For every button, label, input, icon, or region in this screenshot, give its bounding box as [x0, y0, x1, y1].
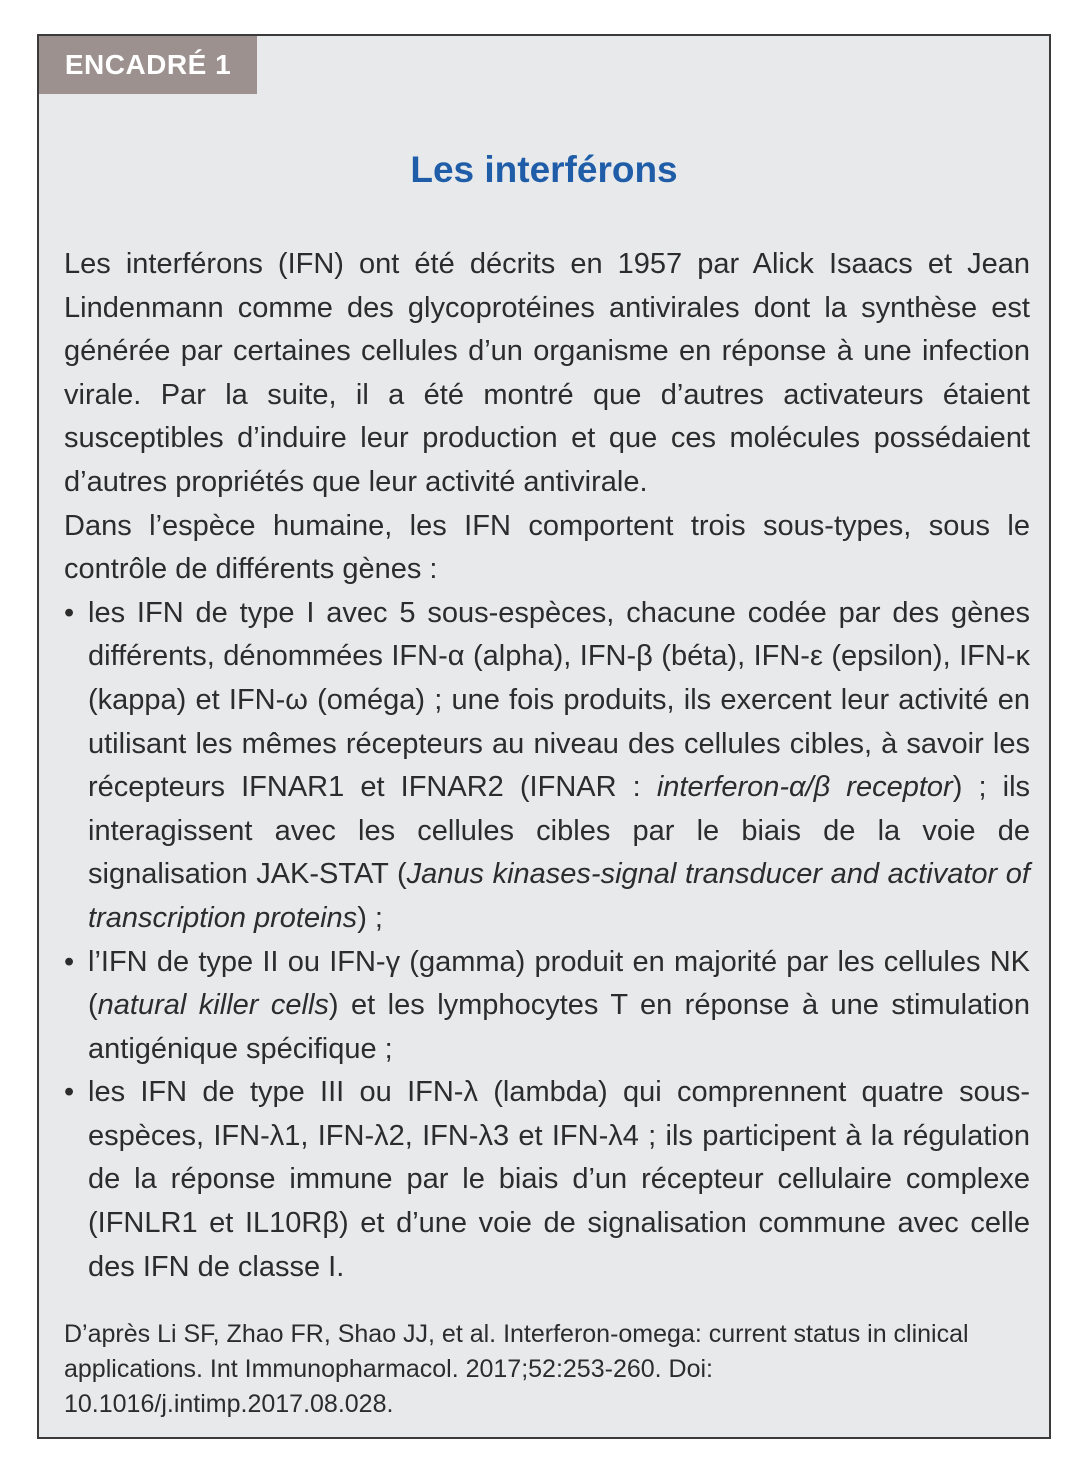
type-1-text-cont: ) ; ils interagissent avec les cellules cibles par le biais de la voie de signalisation JAK-STAT ( — [88, 771, 1031, 891]
list-item-type-2 — [64, 941, 1030, 1072]
type-1-jakstat-term: Janus kinases-signal transducer and activator of transcription proteins — [88, 858, 1030, 934]
type-2-text-end: ) et les lymphocytes T en réponse à une stimulation antigénique spécifique ; — [88, 989, 1030, 1065]
type-1-text-end: ) ; — [357, 901, 383, 934]
box-title: Les interférons — [410, 149, 678, 190]
list-item-type-3 — [64, 1071, 1030, 1289]
paragraph-subtypes: Dans l’espèce humaine, les IFN comportent trois sous-types, sous le contrôle de différents gènes : — [64, 509, 1030, 586]
bullet-icon: • — [64, 596, 75, 629]
type-2-text: l’IFN de type II ou IFN-γ (gamma) produit en majorité par les cellules NK ( — [88, 945, 1030, 1022]
bullet-icon: • — [64, 1076, 75, 1109]
sidebar-box — [37, 34, 1051, 1439]
list-item-type-1 — [64, 592, 1030, 941]
box-content — [64, 243, 1030, 1289]
subtype-list — [64, 592, 1030, 1290]
paragraph-intro: Les interférons (IFN) ont été décrits en 1957 par Alick Isaacs et Jean Lindenmann comme des glycoprotéines antivirales dont la synthèse est générée par certaines cellules d’un organisme en réponse à une infection virale. Par la suite, il a été montré que d’autres activateurs étaient susceptibles d’induire leur production et que ces molécules possédaient d’autres propriétés que leur activité antivirale. — [64, 248, 1030, 498]
bullet-icon: • — [64, 945, 75, 978]
type-2-nk-term: natural killer cells — [97, 989, 329, 1022]
type-1-text: les IFN de type I avec 5 sous-espèces, chacune codée par des gènes différents, dénommées IFN-α (alpha), IFN-β (béta), IFN-ε (epsilon), IFN-κ (kappa) et IFN-ω (oméga) ; une fois produits, ils exercent leur activité en utilisant les mêmes récepteurs au niveau des cellules cibles, à savoir les récepteurs IFNAR1 et IFNAR2 (IFNAR : — [88, 596, 1030, 804]
type-1-receptor-term: interferon-α/β receptor — [656, 771, 953, 804]
type-3-text: les IFN de type III ou IFN-λ (lambda) qui comprennent quatre sous-espèces, IFN-λ1, IFN-λ2, IFN-λ3 et IFN-λ4 ; ils participent à la régulation de la réponse immune par le biais d’un récepteur cellulaire complexe (IFNLR1 et IL10Rβ) et d’une voie de signalisation commune avec celle des IFN de classe I. — [88, 1076, 1030, 1283]
box-tag: ENCADRÉ 1 — [39, 36, 257, 94]
source-citation: D’après Li SF, Zhao FR, Shao JJ, et al. Interferon-omega: current status in clinical applications. Int Immunopharmacol. 2017;52:253-260. Doi: 10.1016/j.intimp.2017.08.028. — [64, 1320, 969, 1418]
